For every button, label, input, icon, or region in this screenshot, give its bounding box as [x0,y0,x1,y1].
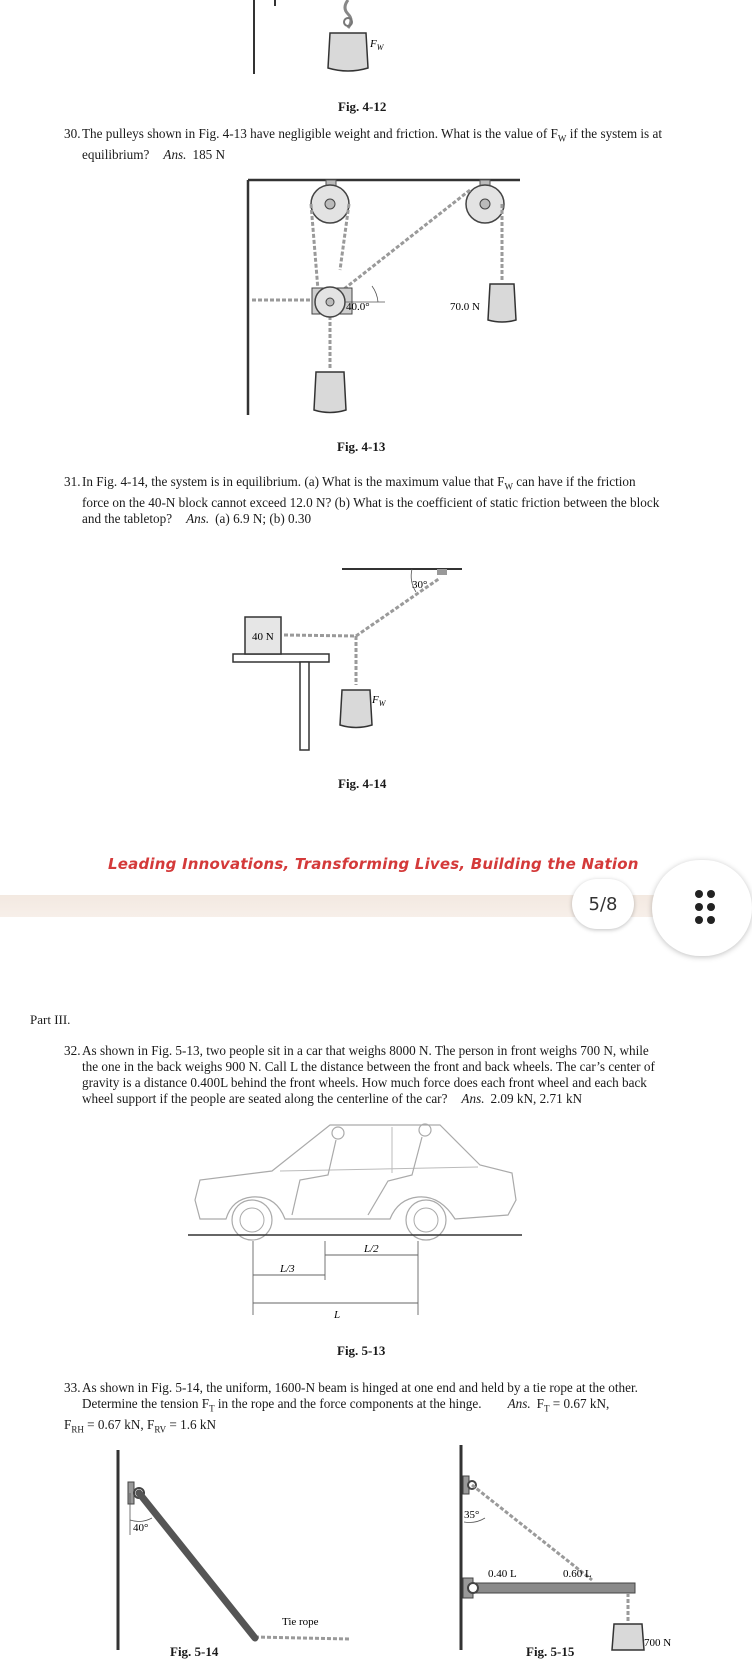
fig-4-13-angle-label: 40.0° [346,301,370,313]
menu-dot-icon [707,916,715,924]
figure-4-14 [0,560,720,760]
fig-4-13-caption: Fig. 4-13 [337,439,386,454]
fig-4-14-caption: Fig. 4-14 [338,776,387,791]
answer-value-continued: $F_{RH} = 0.67$ kN, $F_{RV} = 1.6$ kN [64,1416,217,1435]
fig-5-14-angle-label: 40° [133,1522,149,1534]
answer-value: (a) 6.9 N; (b) 0.30 [215,510,312,526]
fig-5-14-rope-label: Tie rope [282,1616,319,1628]
fig-4-13-weight-label: 70.0 N [450,301,480,313]
fig-5-15-dim-b: 0.60 L [563,1568,592,1580]
page-indicator[interactable]: 5/8 [572,879,634,929]
problem-31: 31. In Fig. 4-14, the system is in equilibrium. (a) What is the maximum value that $F_W$ can have if the friction force on the 40-N block cannot exceed 12.0 N? (b) What is the coefficient of static friction between the block and the tabletop? Ans. (a) 6.9 N; (b) 0.30 [64,474,660,526]
fig-5-14-caption: Fig. 5-14 [170,1644,219,1659]
fig-5-13-caption: Fig. 5-13 [337,1343,386,1358]
answer-label: Ans. [507,1396,531,1411]
fig-4-14-weight-label: $F_W$ [372,694,386,708]
fig-5-13-dim-l2: L/2 [364,1243,379,1255]
problem-number: 33. [64,1380,81,1395]
menu-dot-icon [695,903,703,911]
menu-dot-icon [707,903,715,911]
fig-5-15-caption: Fig. 5-15 [526,1644,575,1659]
fig-5-15-weight-label: 700 N [644,1637,672,1649]
fig-5-13-dim-l3: L/3 [280,1263,295,1275]
answer-value: 2.09 kN, 2.71 kN [490,1091,583,1106]
answer-value: $F_T = 0.67$ kN, [536,1396,610,1414]
answer-label: Ans. [163,146,187,162]
menu-dot-icon [695,890,703,898]
fig-4-14-angle-label: 30° [412,579,428,591]
problem-number: 32. [64,1043,81,1058]
fig-4-14-block-label: 40 N [252,631,274,643]
answer-value: 185 N [192,146,226,162]
problem-number: 31. [64,474,81,489]
answer-label: Ans. [186,510,210,526]
footer-slogan: Leading Innovations, Transforming Lives, Building the Nation [108,855,639,873]
fig-5-15-angle-label: 35° [464,1509,480,1521]
menu-dot-icon [707,890,715,898]
figure-4-13 [0,160,720,430]
problem-32: 32. As shown in Fig. 5-13, two people sit in a car that weighs 8000 N. The person in front weighs 700 N, while the one in the back weighs 900 N. Call L the distance between the front and back wheels. The car’s center of gravity is a distance 0.400L behind the front wheels. How much force does each front wheel and each back wheel support if the people are seated along the centerline of the car? Ans. 2.09 kN, 2.71 kN [64,1043,655,1106]
problem-number: 30. [64,126,81,141]
fig-4-12-caption: Fig. 4-12 [338,99,387,114]
figure-4-12 [0,0,720,95]
answer-label: Ans. [461,1091,485,1106]
part-label: Part III. [30,1012,71,1027]
fig-5-15-dim-a: 0.40 L [488,1568,517,1580]
problem-33: 33. As shown in Fig. 5-14, the uniform, 1600-N beam is hinged at one end and held by a tie rope at the other. Determine the tension $F_T$ in the rope and the force components at the hinge. Ans. $F_T = 0.67$ kN, $F_{RH} = 0.67$ kN, $F_{RV} = 1.6$ kN [64,1380,638,1435]
fig-5-13-dim-l: L [334,1309,341,1321]
menu-dot-icon [695,916,703,924]
fig-4-12-weight-label: $F_W$ [370,38,384,52]
more-menu-button[interactable] [652,860,752,956]
figure-5-13 [0,1115,720,1321]
problem-30: 30. The pulleys shown in Fig. 4-13 have negligible weight and friction. What is the value of $F_W$ if the system is at equilibrium? Ans. 185 N [64,126,662,162]
